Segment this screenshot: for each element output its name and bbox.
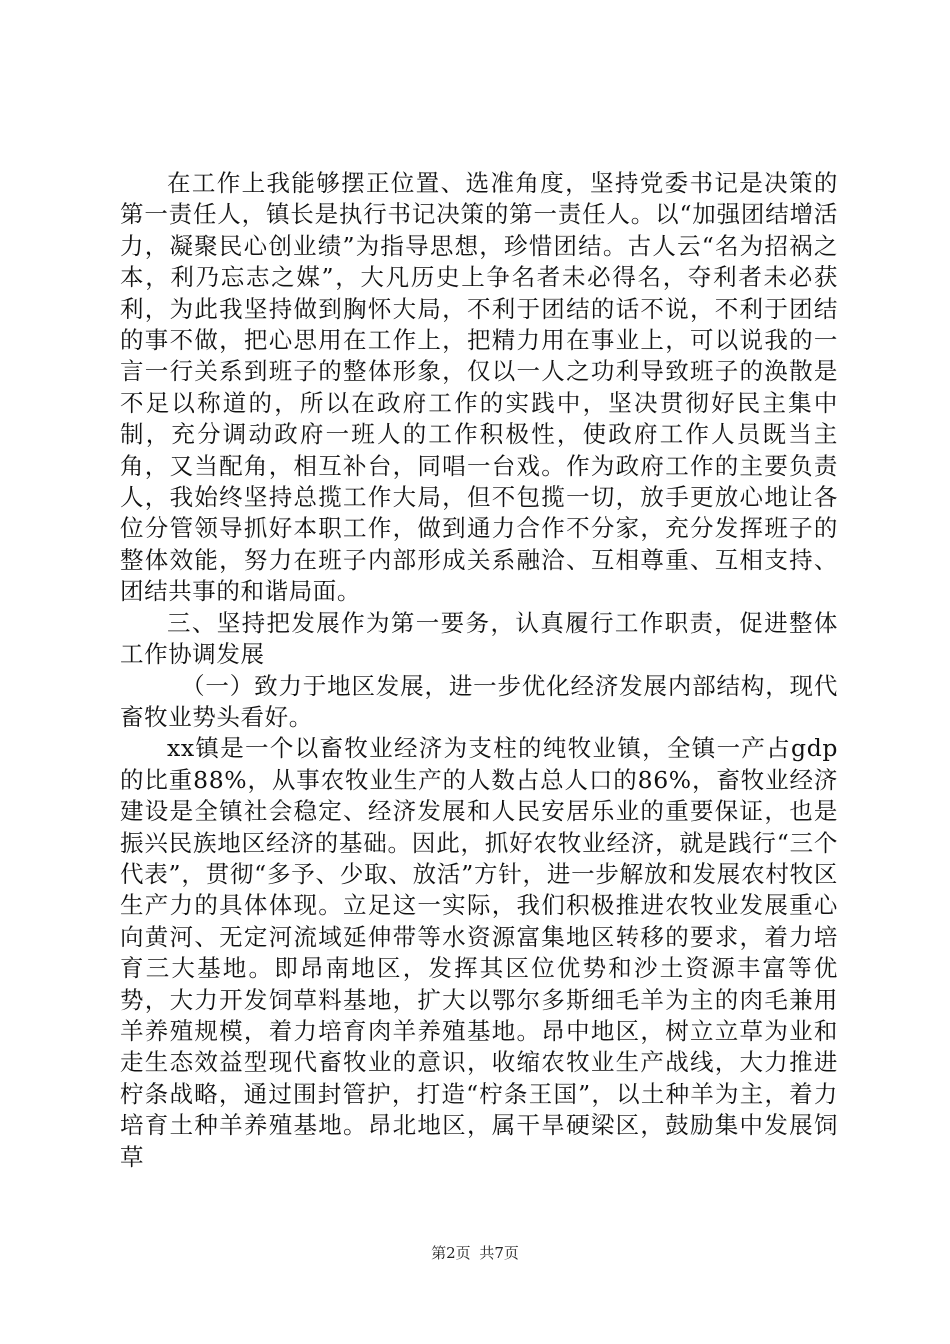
paragraph-livestock: xx镇是一个以畜牧业经济为支柱的纯牧业镇，全镇一产占gdp的比重88%，从事农牧业生产的人数占总人口的86%，畜牧业经济建设是全镇社会稳定、经济发展和人民安居乐业的重要保证，也是振兴民族地区经济的基础。因此，抓好农牧业经济，就是践行“三个代表”，贯彻“多予、少取、放活”方针，进一步解放和发展农村牧区生产力的具体体现。立足这一实际，我们积极推进农牧业发展重心向黄河、无定河流域延伸带等水资源富集地区转移的要求，着力培育三大基地。即昂南地区，发挥其区位优势和沙土资源丰富等优势，大力开发饲草料基地，扩大以鄂尔多斯细毛羊为主的肉毛兼用羊养殖规模，着力培育肉羊养殖基地。昂中地区，树立立草为业和走生态效益型现代畜牧业的意识，收缩农牧业生产战线，大力推进柠条战略，通过围封管护，打造“柠条王国”，以土种羊为主，着力培育土种羊养殖基地。昂北地区，属干旱硬梁区，鼓励集中发展饲草 — [120, 734, 838, 1171]
page-total: 共7页 — [479, 1244, 519, 1262]
section-heading-three: 三、坚持把发展作为第一要务，认真履行工作职责，促进整体工作协调发展 — [120, 608, 838, 669]
page-number: 第2页 — [431, 1244, 471, 1262]
subsection-heading-one: （一）致力于地区发展，进一步优化经济发展内部结构，现代畜牧业势头看好。 — [120, 671, 838, 731]
paragraph-unity: 在工作上我能够摆正位置、选准角度，坚持党委书记是决策的第一责任人，镇长是执行书记决策的第一责任人。以“加强团结增活力，凝聚民心创业绩”为指导思想，珍惜团结。古人云“名为招祸之本，利乃忘志之媒”，大凡历史上争名者未必得名，夺利者未必获利，为此我坚持做到胸怀大局，不利于团结的话不说，不利于团结的事不做，把心思用在工作上，把精力用在事业上，可以说我的一言一行关系到班子的整体形象，仅以一人之功利导致班子的涣散是不足以称道的，所以在政府工作的实践中，坚决贯彻好民主集中制，充分调动政府一班人的工作积极性，使政府工作人员既当主角，又当配角，相互补台，同唱一台戏。作为政府工作的主要负责人，我始终坚持总揽工作大局，但不包揽一切，放手更放心地让各位分管领导抓好本职工作，做到通力合作不分家，充分发挥班子的整体效能，努力在班子内部形成关系融洽、互相尊重、互相支持、团结共事的和谐局面。 — [120, 169, 838, 606]
document-body — [120, 168, 838, 1173]
page-footer — [0, 1242, 950, 1263]
